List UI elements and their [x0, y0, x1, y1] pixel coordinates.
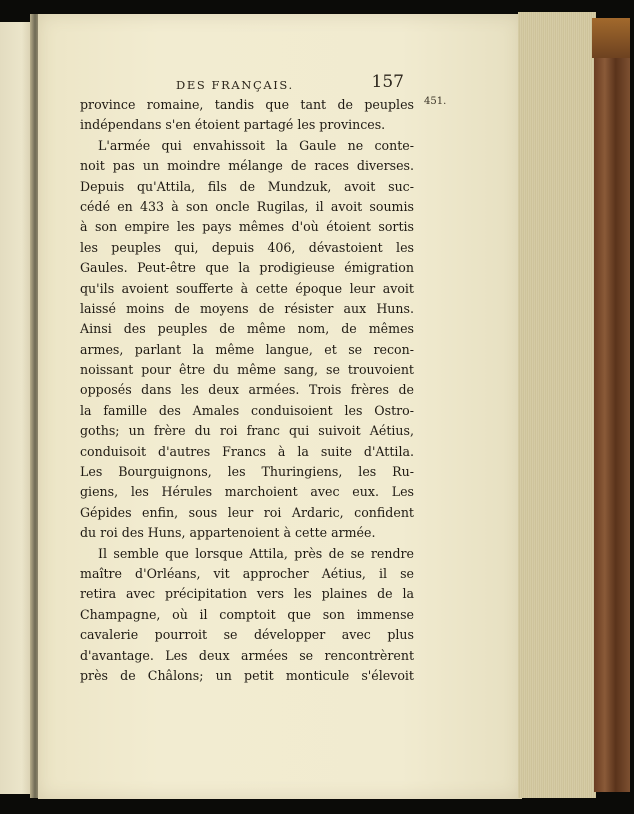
text-line: Ainsi des peuples de même nom, de mêmes [80, 321, 414, 337]
text-line: opposés dans les deux armées. Trois frères de [80, 382, 414, 398]
text-line: retira avec précipitation vers les plaines de la [80, 586, 414, 602]
cover-corner [592, 18, 630, 58]
text-line: indépendans s'en étoient partagé les provinces. [80, 117, 386, 133]
text-line: les peuples qui, depuis 406, dévastoient les [80, 239, 414, 255]
text-line: près de Châlons; un petit monticule s'élevoit [80, 667, 414, 683]
text-line: goths; un frère du roi franc qui suivoit Aétius, [80, 423, 414, 439]
text-line: province romaine, tandis que tant de peuples [80, 97, 414, 112]
text-line: conduisoit d'autres Francs à la suite d'Attila. [80, 443, 414, 459]
leather-cover [594, 22, 630, 792]
text-line: la famille des Amales conduisoient les Ostro- [80, 402, 414, 418]
margin-note: 451. [424, 96, 447, 107]
text-line: Les Bourguignons, les Thuringiens, les Ru- [80, 464, 414, 480]
text-line: Champagne, où il comptoit que son immense [80, 606, 414, 622]
text-line: Il semble que lorsque Attila, près de se rendre [98, 545, 414, 561]
text-line: noit pas un moindre mélange de races diverses. [80, 158, 414, 174]
text-line: Gépides enfin, sous leur roi Ardaric, confident [80, 504, 414, 520]
page-number: 157 [371, 72, 404, 92]
running-head: DES FRANÇAIS. [176, 78, 294, 92]
text-line: laissé moins de moyens de résister aux Huns. [80, 300, 414, 316]
text-line: cavalerie pourroit se développer avec plus [80, 627, 414, 643]
text-line: armes, parlant la même langue, et se recon- [80, 341, 414, 357]
text-line: L'armée qui envahissoit la Gaule ne conte- [98, 137, 414, 153]
text-line: maître d'Orléans, vit approcher Aétius, il se [80, 565, 414, 581]
text-line: giens, les Hérules marchoient avec eux. Les [80, 484, 414, 500]
text-line: noissant pour être du même sang, se trouvoient [80, 362, 414, 378]
body-text [80, 95, 414, 686]
text-line: du roi des Huns, appartenoient à cette armée. [80, 525, 376, 541]
text-line: Depuis qu'Attila, fils de Mundzuk, avoit suc- [80, 178, 414, 194]
text-line: à son empire les pays mêmes d'où étoient sortis [80, 219, 414, 235]
page-header [80, 72, 414, 96]
text-line: qu'ils avoient soufferte à cette époque leur avoit [80, 280, 414, 296]
page-block-edges [518, 12, 596, 798]
text-line: d'avantage. Les deux armées se rencontrèrent [80, 647, 414, 663]
text-line: cédé en 433 à son oncle Rugilas, il avoit soumis [80, 198, 414, 214]
text-line: Gaules. Peut-être que la prodigieuse émigration [80, 260, 414, 276]
